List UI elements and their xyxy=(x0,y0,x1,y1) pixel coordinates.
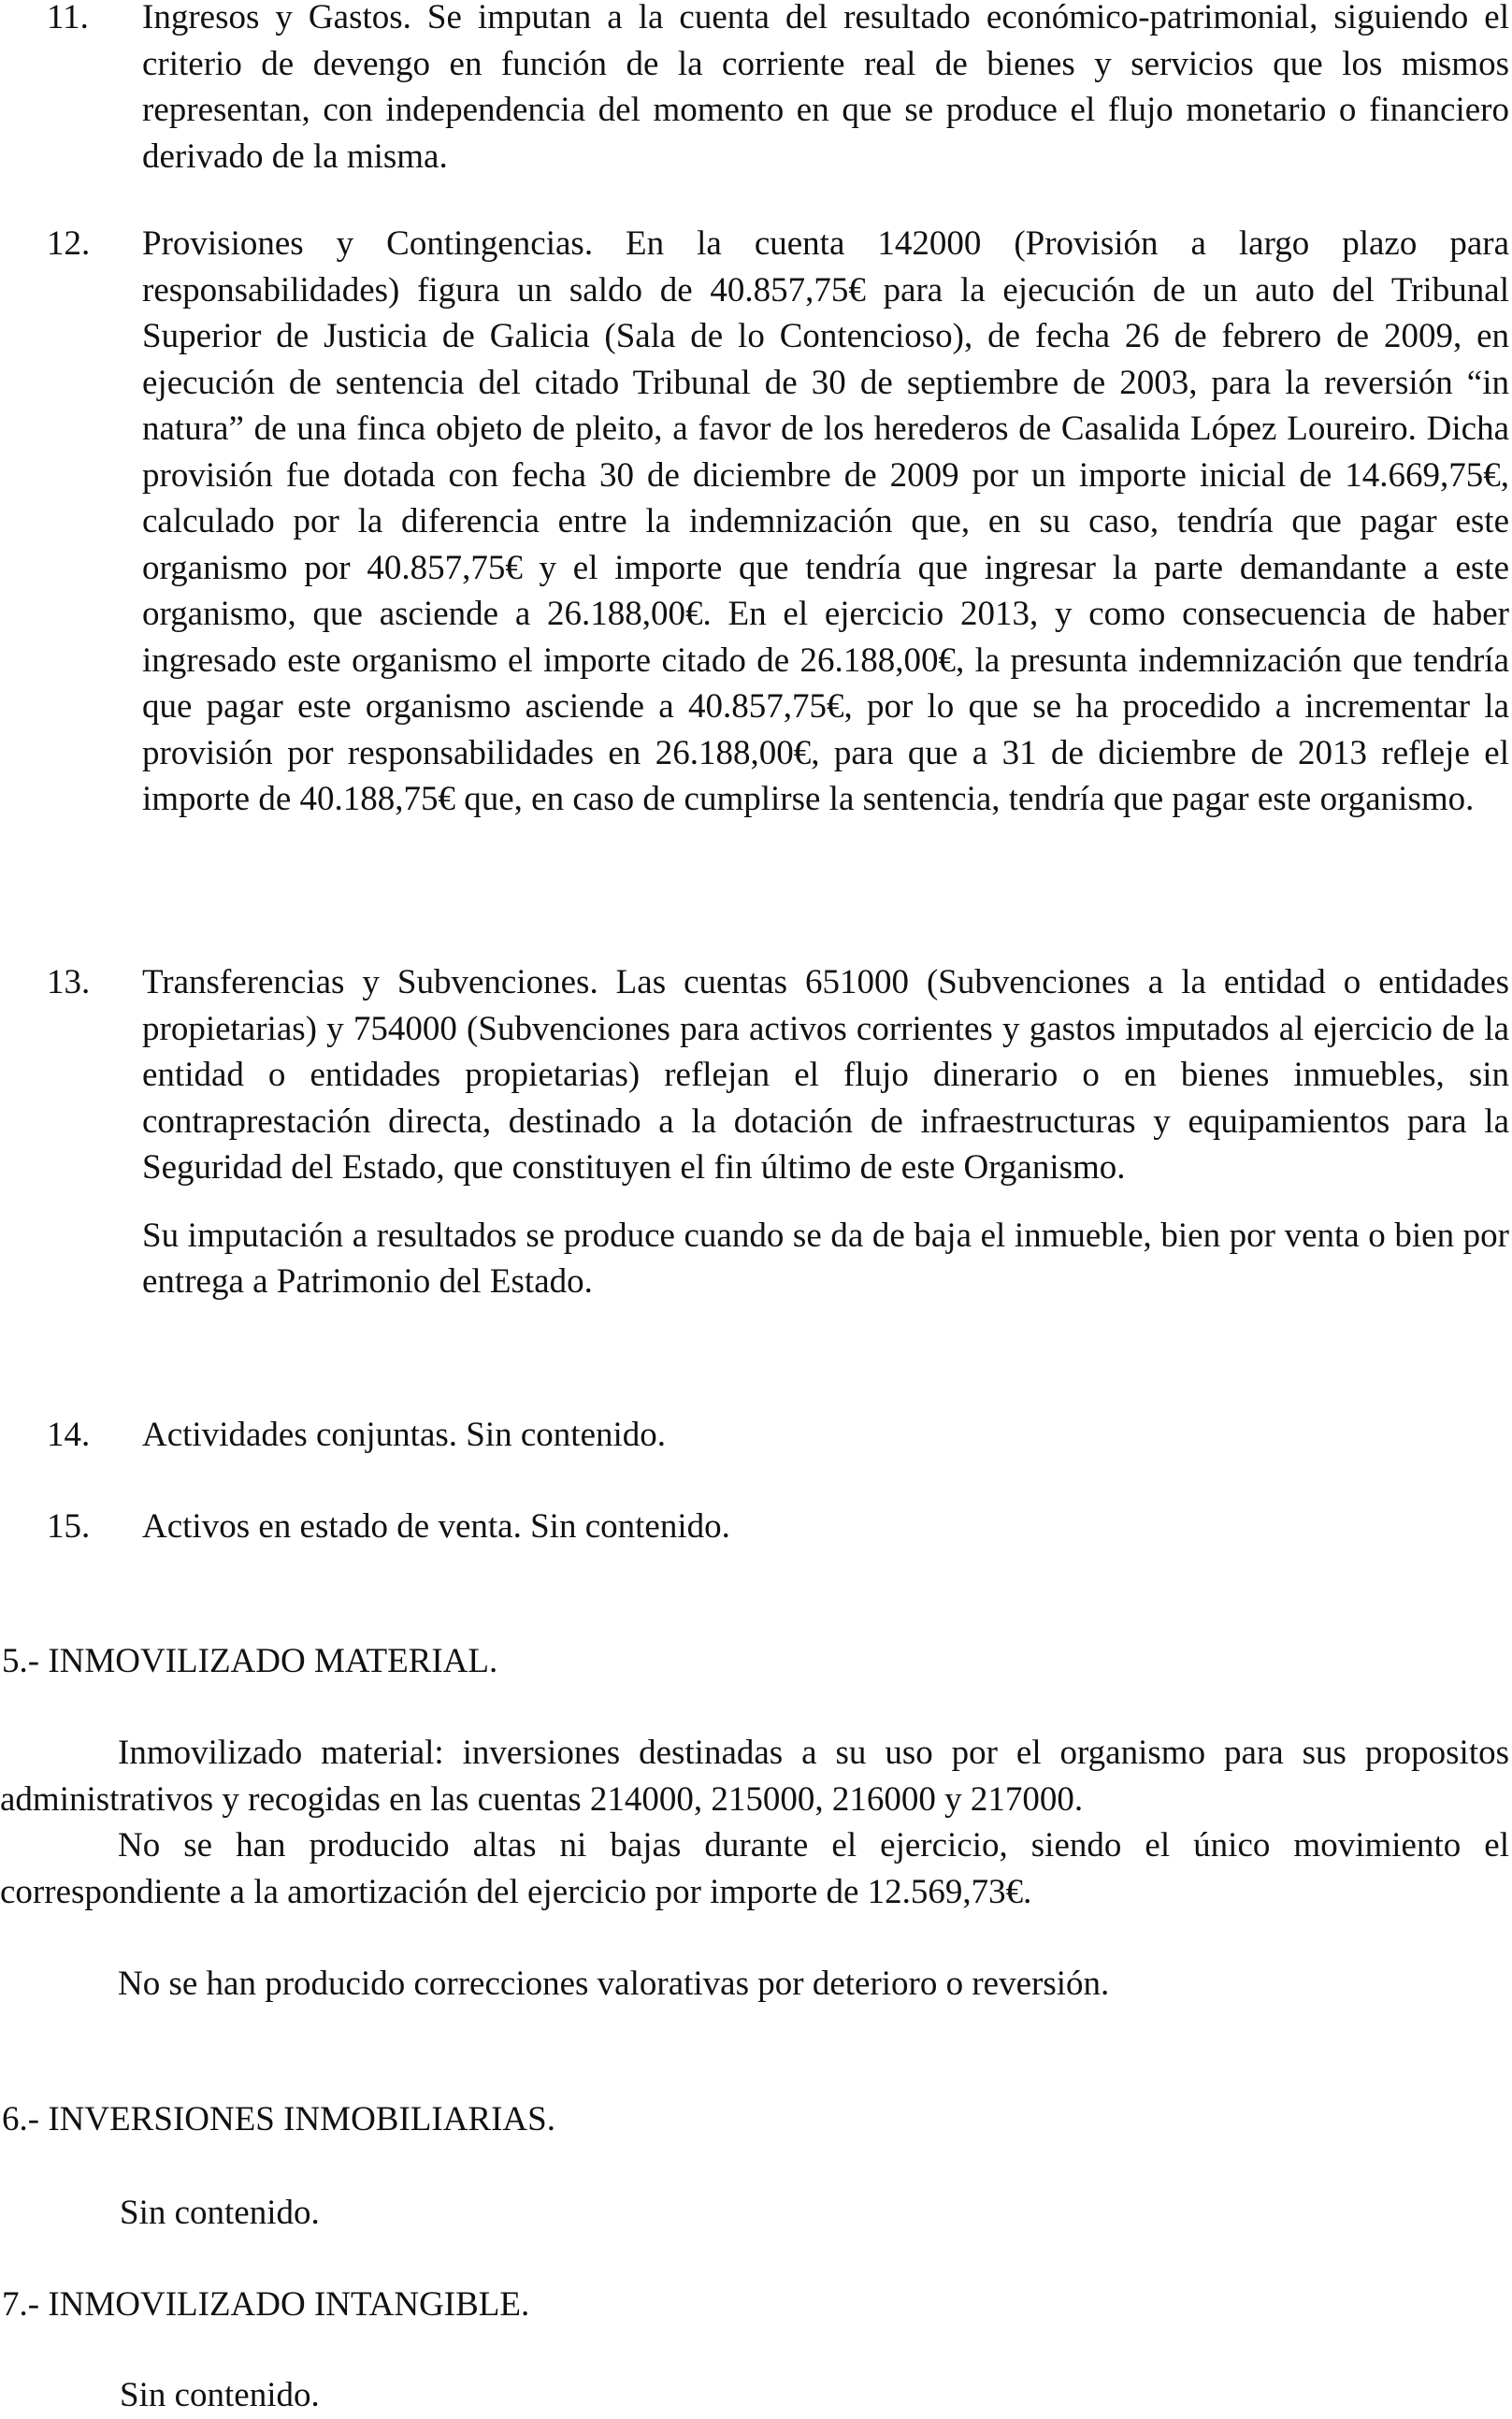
section5-paragraph-3 xyxy=(0,1961,1509,2008)
section-heading-5: 5.- INMOVILIZADO MATERIAL. xyxy=(2,1642,498,1680)
section-heading-6: 6.- INVERSIONES INMOBILIARIAS. xyxy=(2,2100,555,2138)
paragraph-text: No se han producido correcciones valorativas por deterioro o reversión. xyxy=(118,1965,1110,2003)
list-item-13 xyxy=(0,959,1512,1305)
section-heading-7: 7.- INMOVILIZADO INTANGIBLE. xyxy=(2,2285,530,2324)
section6-text: Sin contenido. xyxy=(120,2194,320,2232)
list-item-paragraph: Su imputación a resultados se produce cuando se da de baja el inmueble, bien por venta o bien por entrega a Patrimonio del Estado. xyxy=(142,1216,1509,1301)
list-item-paragraph: Transferencias y Subvenciones. Las cuentas 651000 (Subvenciones a la entidad o entidades propietarias) y 754000 (Subvenciones para activos corrientes y gastos imputados al ejercicio de la entidad o entidades propietarias) reflejan el flujo dinerario o en bienes inmuebles, sin contraprestación directa, destinado a la dotación de infraestructuras y equipamientos para la Seguridad del Estado, que constituyen el fin último de este Organismo. xyxy=(142,963,1509,1187)
list-item-14 xyxy=(0,1412,1512,1459)
paragraph-text: No se han producido altas ni bajas durante el ejercicio, siendo el único movimiento el correspondiente a la amortización del ejercicio por importe de 12.569,73€. xyxy=(0,1826,1509,1911)
list-item-paragraph: Provisiones y Contingencias. En la cuenta 142000 (Provisión a largo plazo para responsabilidades) figura un saldo de 40.857,75€ para la ejecución de un auto del Tribunal Superior de Justicia de Galicia (Sala de lo Contencioso), de fecha 26 de febrero de 2009, en ejecución de sentencia del citado Tribunal de 30 de septiembre de 2003, para la reversión “in natura” de una finca objeto de pleito, a favor de los herederos de Casalida López Loureiro. Dicha provisión fue dotada con fecha 30 de diciembre de 2009 por un importe inicial de 14.669,75€, calculado por la diferencia entre la indemnización que, en su caso, tendría que pagar este organismo por 40.857,75€ y el importe que tendría que ingresar la parte demandante a este organismo, que asciende a 26.188,00€. En el ejercicio 2013, y como consecuencia de haber ingresado este organismo el importe citado de 26.188,00€, la presunta indemnización que tendría que pagar este organismo asciende a 40.857,75€, por lo que se ha procedido a incrementar la provisión por responsabilidades en 26.188,00€, para que a 31 de diciembre de 2013 refleje el importe de 40.188,75€ que, en caso de cumplirse la sentencia, tendría que pagar este organismo. xyxy=(142,224,1509,818)
section5-paragraph-2 xyxy=(0,1822,1509,1915)
list-item-15 xyxy=(0,1504,1512,1550)
section5-paragraph-1 xyxy=(0,1730,1509,1822)
paragraph-text: Inmovilizado material: inversiones destinadas a su uso por el organismo para sus propositos administrativos y recogidas en las cuentas 214000, 215000, 216000 y 217000. xyxy=(0,1734,1509,1819)
list-item-11 xyxy=(0,0,1512,180)
list-item-number: 14. xyxy=(47,1416,91,1454)
list-item-paragraph: Actividades conjuntas. Sin contenido. xyxy=(142,1416,667,1454)
list-item-number: 12. xyxy=(47,224,91,263)
list-item-number: 15. xyxy=(47,1507,91,1546)
list-item-number: 11. xyxy=(47,0,89,36)
list-item-number: 13. xyxy=(47,963,91,1001)
list-item-12 xyxy=(0,221,1512,823)
list-item-paragraph: Ingresos y Gastos. Se imputan a la cuenta del resultado económico-patrimonial, siguiendo el criterio de devengo en función de la corriente real de bienes y servicios que los mismos representan, con independencia del momento en que se produce el flujo monetario o financiero derivado de la misma. xyxy=(142,0,1509,176)
section7-text: Sin contenido. xyxy=(120,2376,320,2414)
list-item-paragraph: Activos en estado de venta. Sin contenido. xyxy=(142,1507,730,1546)
